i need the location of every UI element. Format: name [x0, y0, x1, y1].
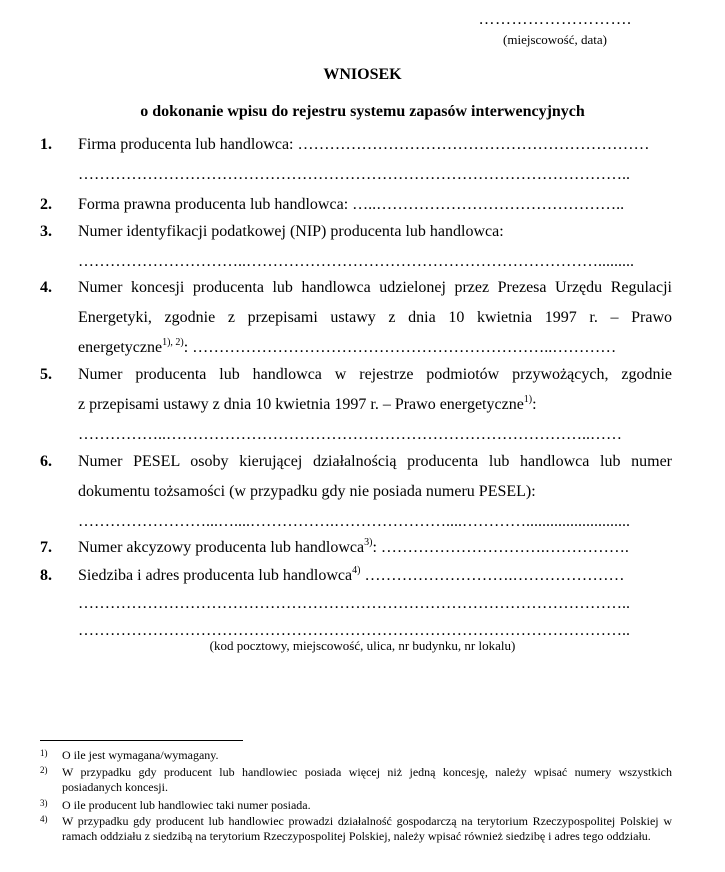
- item-number: 6.: [40, 453, 52, 470]
- footnote-ref: 3): [364, 536, 373, 548]
- nip-label: Numer identyfikacji podatkowej (NIP) producenta lub handlowca:: [78, 223, 504, 240]
- footnote-text: O ile producent lub handlowiec taki numer posiada.: [62, 798, 311, 812]
- document-subtitle: o dokonanie wpisu do rejestru systemu zapasów interwencyjnych: [140, 103, 585, 120]
- importer-register-label-line1: Numer producenta lub handlowca w rejestrze podmiotów przywożących, zgodnie: [78, 366, 672, 383]
- company-name-field: Firma producenta lub handlowca: …………………………………………………………: [78, 136, 650, 153]
- pesel-label-line2: dokumentu tożsamości (w przypadku gdy nie posiada numeru PESEL):: [78, 483, 536, 500]
- item-number: 7.: [40, 539, 52, 556]
- item-number: 2.: [40, 196, 52, 213]
- address-line-3: …………………………………………………………………………………………..: [78, 622, 630, 639]
- concession-field: energetyczne$^{1), 2)}$: …………………………………………………………..…………: [78, 336, 617, 356]
- footnote-ref: 1), 2): [162, 336, 184, 348]
- importer-register-label-line2: z przepisami ustawy z dnia 10 kwietnia 1997 r. – Prawo energetyczne$^{1)}$:: [78, 393, 537, 413]
- document-title: WNIOSEK: [323, 66, 402, 83]
- concession-label-line1: Numer koncesji producenta lub handlowca udzielonej przez Prezesa Urzędu Regulacji: [78, 279, 672, 296]
- footnote-ref: 4): [352, 564, 361, 576]
- footnote-mark: 3): [40, 798, 48, 808]
- seat-address-field: Siedziba i adres producenta lub handlowca$^{4)}$ ……………………….…………………: [78, 564, 625, 584]
- footnote-mark: 1): [40, 748, 48, 758]
- place-date-label: (miejscowość, data): [503, 32, 607, 47]
- place-date-field: ……………………….: [478, 11, 632, 28]
- concession-label-line2: Energetyki, zgodnie z przepisami ustawy z dnia 10 kwietnia 1997 r. – Prawo: [78, 309, 672, 326]
- item-number: 8.: [40, 567, 52, 584]
- item-number: 5.: [40, 366, 52, 383]
- item-number: 4.: [40, 279, 52, 296]
- pesel-field: ……………………...…....…………….…………………....…………..........................: [78, 513, 630, 530]
- pesel-label-line1: Numer PESEL osoby kierującej działalnością producenta lub handlowca lub numer: [78, 453, 672, 470]
- place-date-block: [470, 10, 640, 48]
- footnote-text: O ile jest wymagana/wymagany.: [62, 748, 219, 762]
- legal-form-field: Forma prawna producenta lub handlowca: …..………………………………………..: [78, 196, 625, 213]
- importer-register-field: ……………..……………………………………………………………………..……: [78, 426, 622, 443]
- footnote-mark: 2): [40, 765, 48, 775]
- item-number: 3.: [40, 223, 52, 240]
- footnote-ref: 1): [523, 393, 533, 405]
- address-field-label: (kod pocztowy, miejscowość, ulica, nr budynku, nr lokalu): [209, 638, 516, 653]
- footnote-mark: 4): [40, 814, 48, 824]
- footnote-separator: [40, 740, 243, 741]
- footnote-text: W przypadku gdy producent lub handlowiec posiada więcej niż jedną koncesję, należy wpisać numery wszystkich posiadanych koncesji.: [62, 765, 672, 794]
- nip-field: …………………………..………………………………………………………….........: [78, 253, 634, 270]
- company-name-continuation: …………………………………………………………………………………………..: [78, 166, 630, 183]
- excise-number-field: Numer akcyzowy producenta lub handlowca$^{3)}$: ………………………….…………….: [78, 536, 629, 556]
- address-line-2: …………………………………………………………………………………………..: [78, 595, 630, 612]
- footnote-text: W przypadku gdy producent lub handlowiec prowadzi działalność gospodarczą na terytorium Rzeczypospolitej Polskiej w ramach oddziału z siedzibą na terytorium Rzeczypospolitej Polskiej, należy wpisać również siedzibę i adres tego oddziału.: [62, 814, 672, 843]
- item-number: 1.: [40, 136, 52, 153]
